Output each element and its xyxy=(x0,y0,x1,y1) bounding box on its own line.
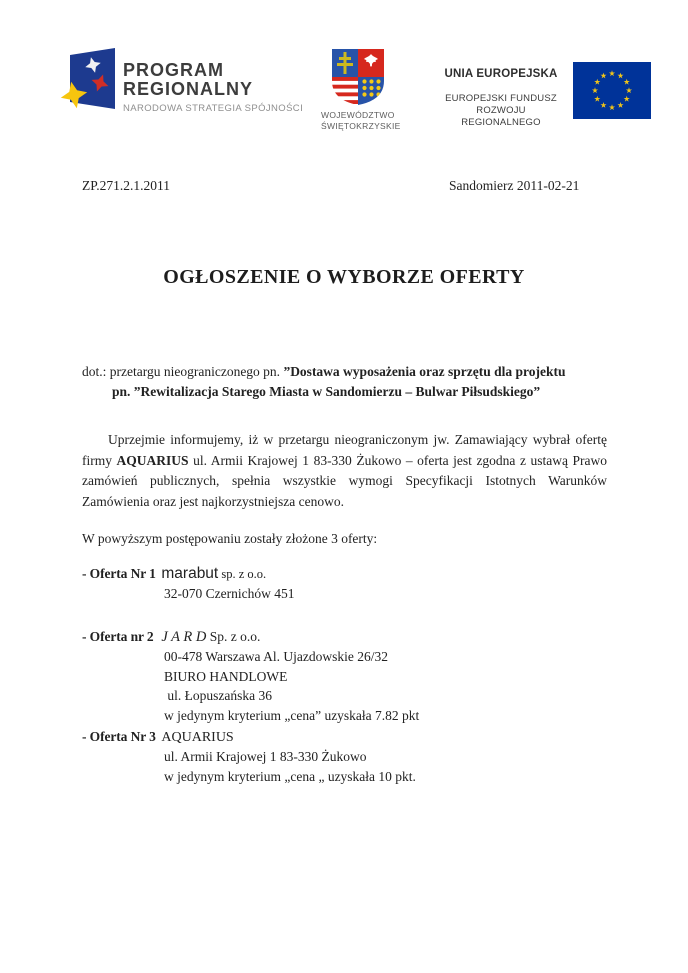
offer-3-head xyxy=(82,729,416,746)
program-title-line1: PROGRAM xyxy=(123,60,224,80)
paragraph-end: ul. Armii Krajowej 1 83-330 Żukowo – oferta jest zgodna z ustawą Prawo zamówień publicznych, spełnia wszystkie wymogi Specyfikacji Istotnych Warunków Zamówienia oraz jest najkorzystniejsza cenowo. xyxy=(82,452,607,509)
offer-detail-line: BIURO HANDLOWE xyxy=(164,668,288,684)
voivodeship-label xyxy=(312,110,404,131)
case-number: ZP.271.2.1.2011 xyxy=(82,178,171,193)
offer-block-3 xyxy=(82,729,416,786)
offer-detail-line: ul. Armii Krajowej 1 83-330 Żukowo xyxy=(164,749,367,764)
reference-row xyxy=(82,178,606,194)
eu-subtitle-line2: ROZWOJU REGIONALNEGO xyxy=(461,105,541,128)
eu-logo xyxy=(442,62,651,129)
eu-subtitle xyxy=(442,93,560,129)
offer-1-head xyxy=(82,565,294,583)
program-subtitle: NARODOWA STRATEGIA SPÓJNOŚCI xyxy=(123,103,304,114)
program-regionalny-logo xyxy=(57,45,303,135)
offer-2-company-suffix: Sp. z o.o. xyxy=(206,629,261,644)
offer-detail-line: 32-070 Czernichów 451 xyxy=(164,586,295,601)
page-title: OGŁOSZENIE O WYBORZE OFERTY xyxy=(163,266,525,288)
subject-block xyxy=(82,362,612,402)
offer-1-details xyxy=(164,584,294,604)
offer-1-company-name: marabut xyxy=(161,565,219,582)
eu-subtitle-line1: EUROPEJSKI FUNDUSZ xyxy=(445,93,557,104)
offer-detail-line: 00-478 Warszawa Al. Ujazdowskie 26/32 xyxy=(164,649,388,664)
voivodeship-label-line1: WOJEWÓDZTWO xyxy=(321,110,395,120)
offer-detail-line: ul. Łopuszańska 36 xyxy=(164,688,272,703)
offer-detail-line: w jedynym kryterium „cena „ uzyskała 10 pkt. xyxy=(164,768,416,784)
offer-detail-line: w jedynym kryterium „cena” uzyskała 7.82 pkt xyxy=(164,707,420,723)
offer-3-label: - Oferta Nr 3 xyxy=(82,729,156,744)
program-logo-text xyxy=(123,45,303,114)
company-name-bold: AQUARIUS xyxy=(116,452,189,468)
offer-1-company-suffix: sp. z o.o. xyxy=(218,567,267,581)
eu-flag-icon xyxy=(573,62,651,119)
place-date: Sandomierz 2011-02-21 xyxy=(449,178,580,193)
offer-2-label: - Oferta nr 2 xyxy=(82,629,154,644)
program-title-line2: REGIONALNY xyxy=(123,79,254,99)
offers-intro: W powyższym postępowaniu zostały złożone 3 oferty: xyxy=(82,531,378,546)
body-paragraph xyxy=(82,430,607,512)
offer-3-details xyxy=(164,747,416,786)
voivodeship-logo xyxy=(312,48,404,131)
eu-title: UNIA EUROPEJSKA xyxy=(444,68,558,80)
subject-prefix: dot.: przetargu nieograniczonego pn. xyxy=(82,364,284,379)
nss-flag-icon xyxy=(57,45,121,135)
offer-3-company-name: AQUARIUS xyxy=(161,730,234,745)
subject-line-1 xyxy=(82,362,612,382)
paragraph-start: Uprzejmie informujemy, iż w przetargu nieograniczonym jw. Zamawiający wybrał ofertę firmy xyxy=(82,432,607,468)
offer-block-1 xyxy=(82,565,294,604)
offer-2-head xyxy=(82,629,419,646)
offer-1-label: - Oferta Nr 1 xyxy=(82,566,156,581)
offer-2-details xyxy=(164,647,419,725)
voivodeship-label-line2: ŚWIĘTOKRZYSKIE xyxy=(321,120,401,131)
subject-line-2: pn. ”Rewitalizacja Starego Miasta w Sandomierzu – Bulwar Piłsudskiego” xyxy=(112,384,541,399)
voivodeship-coat-of-arms-icon xyxy=(330,48,386,106)
subject-bold-1: ”Dostawa wyposażenia oraz sprzętu dla projektu xyxy=(283,364,566,379)
offer-block-2 xyxy=(82,629,419,725)
offer-2-company-name: J A R D xyxy=(161,629,207,645)
eu-logo-text xyxy=(442,62,560,129)
